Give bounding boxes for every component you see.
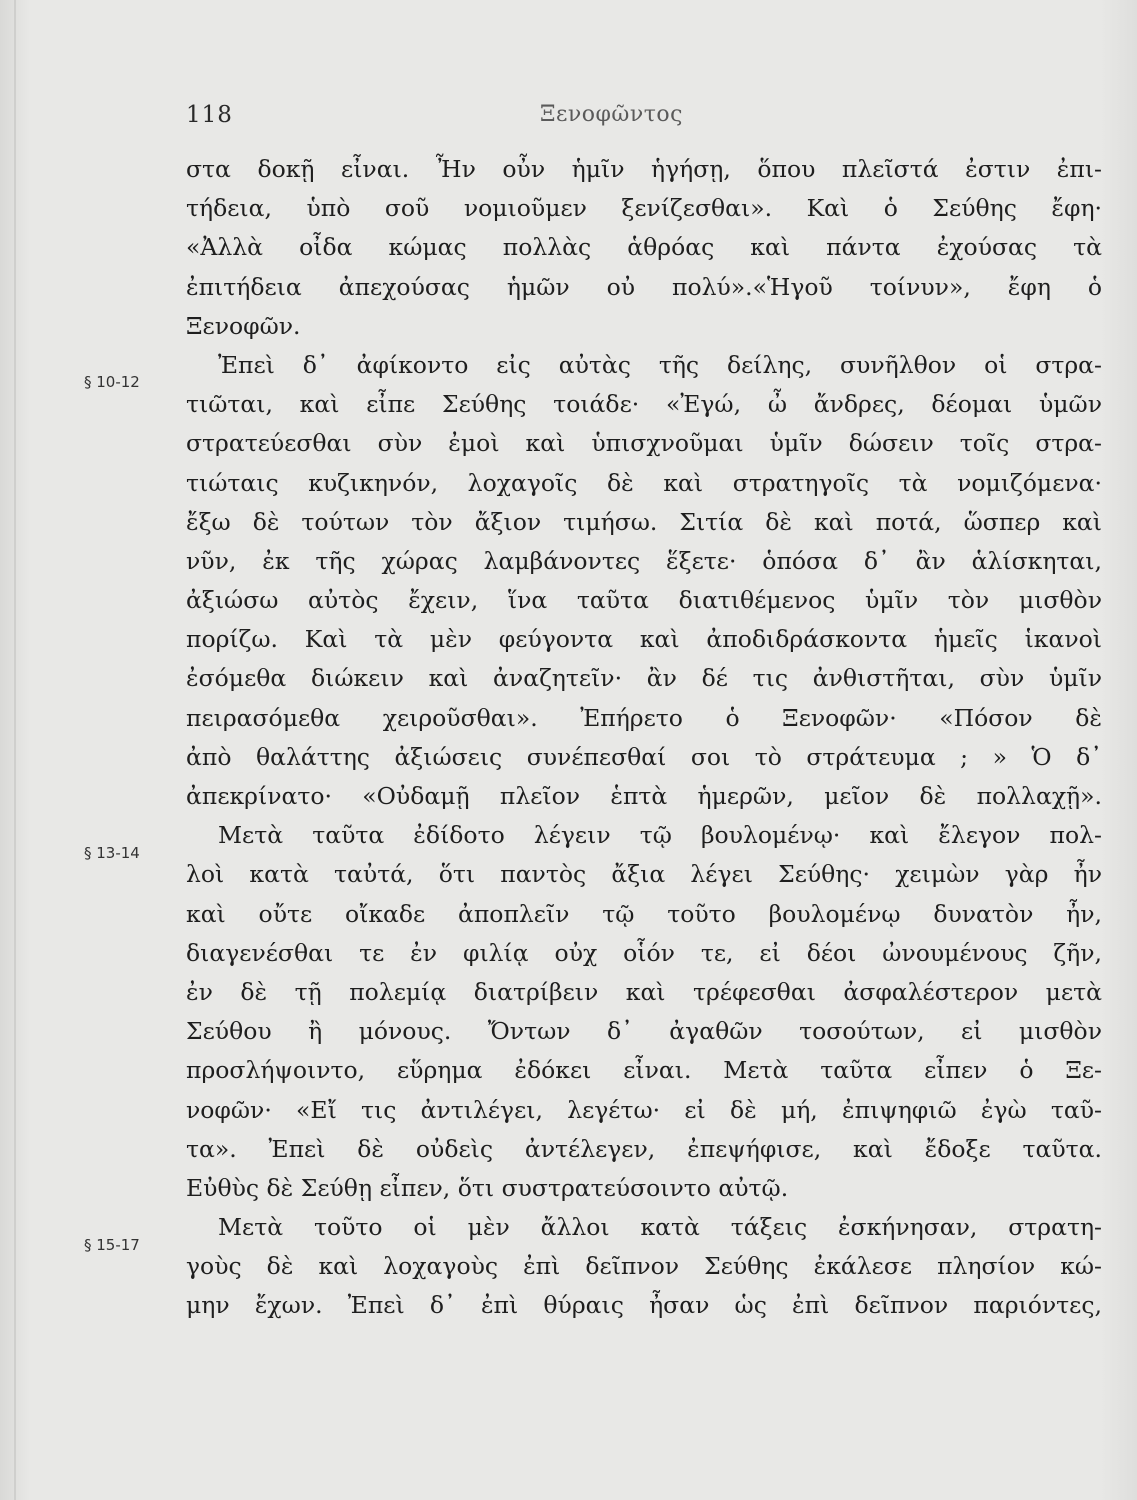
- text-line: διαγενέσθαι τε ἐν φιλίᾳ οὐχ οἷόν τε, εἰ δέοι ὠνουμένους ζῆν,: [186, 938, 1102, 967]
- text-line: ἐσόμεθα διώκειν καὶ ἀναζητεῖν· ἂν δέ τις ἀνθιστῆται, σὺν ὑμῖν: [186, 664, 1102, 693]
- text-line: νῦν, ἐκ τῆς χώρας λαμβάνοντες ἕξετε· ὁπόσα δ᾽ ἂν ἁλίσκηται,: [186, 546, 1102, 575]
- text-line: νοφῶν· «Εἴ τις ἀντιλέγει, λεγέτω· εἰ δὲ μή, ἐπιψηφιῶ ἐγὼ ταῦ-: [186, 1095, 1102, 1124]
- text-line: ἐπιτήδεια ἀπεχούσας ἡμῶν οὐ πολύ».«Ἡγοῦ τοίνυν», ἔφη ὁ: [186, 272, 1102, 301]
- section-mark-10-12: § 10-12: [84, 373, 140, 391]
- text-line: ἐν δὲ τῇ πολεμίᾳ διατρίβειν καὶ τρέφεσθαι ἀσφαλέστερον μετὰ: [186, 977, 1102, 1006]
- page-header: [0, 102, 1137, 138]
- text-line: λοὶ κατὰ ταὐτά, ὅτι παντὸς ἄξια λέγει Σεύθης· χειμὼν γὰρ ἦν: [186, 860, 1102, 889]
- body-text: [186, 150, 1102, 1326]
- text-line: Σεύθου ἢ μόνους. Ὄντων δ᾽ ἀγαθῶν τοσούτων, εἰ μισθὸν: [186, 1017, 1102, 1046]
- page-number: 118: [186, 102, 233, 128]
- text-line: τιώταις κυζικηνόν, λοχαγοῖς δὲ καὶ στρατηγοῖς τὰ νομιζόμενα·: [186, 468, 1102, 497]
- text-line: τήδεια, ὑπὸ σοῦ νομιοῦμεν ξενίζεσθαι». Καὶ ὁ Σεύθης ἔφη·: [186, 194, 1102, 223]
- text-line: Μετὰ τοῦτο οἱ μὲν ἄλλοι κατὰ τάξεις ἐσκήνησαν, στρατη-: [218, 1213, 1102, 1242]
- text-line: στα δοκῇ εἶναι. Ἦν οὖν ἡμῖν ἡγήσῃ, ὅπου πλεῖστά ἐστιν ἐπι-: [186, 155, 1102, 183]
- text-line: ἀξιώσω αὐτὸς ἔχειν, ἵνα ταῦτα διατιθέμενος ὑμῖν τὸν μισθὸν: [186, 586, 1102, 615]
- text-line: τιῶται, καὶ εἶπε Σεύθης τοιάδε· «Ἐγώ, ὦ ἄνδρες, δέομαι ὑμῶν: [186, 390, 1102, 419]
- text-line: ἔξω δὲ τούτων τὸν ἄξιον τιμήσω. Σιτία δὲ καὶ ποτά, ὥσπερ καὶ: [186, 507, 1102, 536]
- text-line: μην ἔχων. Ἐπεὶ δ᾽ ἐπὶ θύραις ἦσαν ὡς ἐπὶ δεῖπνον παριόντες,: [186, 1291, 1102, 1320]
- text-line: τα». Ἐπεὶ δὲ οὐδεὶς ἀντέλεγεν, ἐπεψήφισε, καὶ ἔδοξε ταῦτα.: [186, 1134, 1102, 1163]
- text-line: Ἐπεὶ δ᾽ ἀφίκοντο εἰς αὐτὰς τῆς δείλης, συνῆλθον οἱ στρα-: [218, 350, 1102, 379]
- text-line: προσλήψοιντο, εὕρημα ἐδόκει εἶναι. Μετὰ ταῦτα εἶπεν ὁ Ξε-: [186, 1056, 1102, 1085]
- text-line: πειρασόμεθα χειροῦσθαι». Ἐπήρετο ὁ Ξενοφῶν· «Πόσον δὲ: [186, 703, 1102, 732]
- text-line: ἀπὸ θαλάττης ἀξιώσεις συνέπεσθαί σοι τὸ στράτευμα ; » Ὁ δ᾽: [186, 742, 1102, 771]
- text-line: πορίζω. Καὶ τὰ μὲν φεύγοντα καὶ ἀποδιδράσκοντα ἡμεῖς ἱκανοὶ: [186, 625, 1102, 654]
- text-line: ἀπεκρίνατο· «Οὐδαμῇ πλεῖον ἑπτὰ ἡμερῶν, μεῖον δὲ πολλαχῇ».: [186, 782, 1102, 810]
- section-mark-15-17: § 15-17: [84, 1236, 140, 1254]
- text-line: Μετὰ ταῦτα ἐδίδοτο λέγειν τῷ βουλομένῳ· καὶ ἔλεγον πολ-: [218, 821, 1102, 850]
- text-line: γοὺς δὲ καὶ λοχαγοὺς ἐπὶ δεῖπνον Σεύθης ἐκάλεσε πλησίον κώ-: [186, 1252, 1102, 1281]
- text-line: Εὐθὺς δὲ Σεύθῃ εἶπεν, ὅτι συστρατεύσοιντο αὐτῷ.: [186, 1173, 789, 1202]
- text-line: καὶ οὔτε οἴκαδε ἀποπλεῖν τῷ τοῦτο βουλομένῳ δυνατὸν ἦν,: [186, 899, 1102, 928]
- text-line: «Ἀλλὰ οἶδα κώμας πολλὰς ἁθρόας καὶ πάντα ἐχούσας τὰ: [186, 233, 1102, 262]
- text-line: στρατεύεσθαι σὺν ἐμοὶ καὶ ὑπισχνοῦμαι ὑμῖν δώσειν τοῖς στρα-: [186, 429, 1102, 458]
- page-edge-shadow: [14, 0, 16, 1500]
- running-head: Ξενοφῶντος: [540, 102, 683, 127]
- text-line: Ξενοφῶν.: [186, 311, 301, 340]
- section-mark-13-14: § 13-14: [84, 844, 140, 862]
